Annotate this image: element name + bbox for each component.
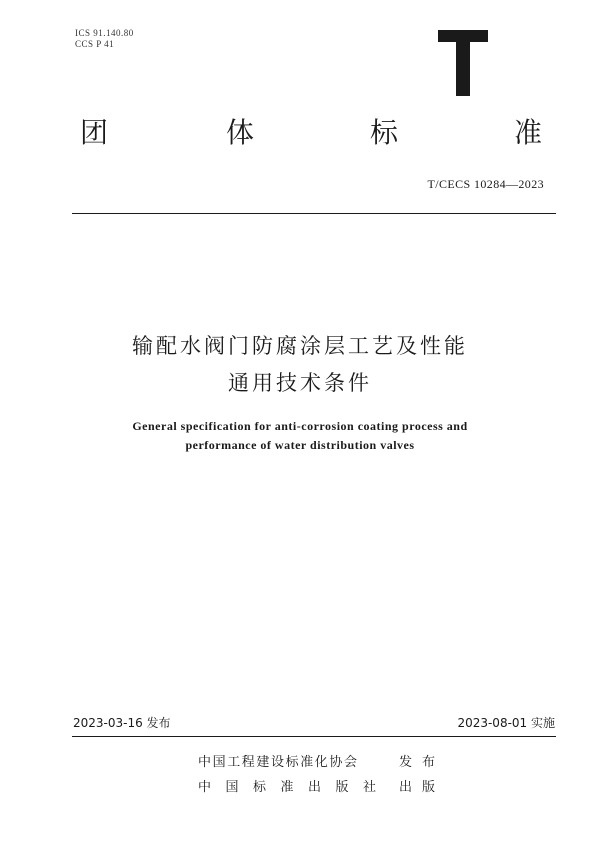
standard-type-char-1: 团: [80, 116, 109, 149]
title-cn-line-2: 通用技术条件: [228, 371, 372, 395]
standard-type-char-3: 标: [370, 116, 399, 149]
title-en-line-1: General specification for anti-corrosion coating process and: [132, 419, 468, 433]
title-en-line-2: performance of water distribution valves: [185, 438, 415, 452]
standard-type-char-2: 体: [226, 116, 255, 149]
standard-number: T/CECS 10284—2023: [427, 177, 544, 191]
standard-logo-t: [438, 30, 488, 96]
publisher-action: 出版: [399, 780, 446, 795]
standard-type-char-4: 准: [514, 116, 543, 149]
ics-code: ICS 91.140.80: [75, 28, 134, 38]
top-divider: [72, 213, 556, 214]
ccs-code: CCS P 41: [75, 39, 115, 49]
issuer-action: 发布: [399, 755, 446, 770]
issue-date: 2023-03-16 发布: [73, 716, 171, 730]
bottom-divider: [72, 736, 556, 737]
publisher-name: 中国标准出版社: [198, 780, 391, 795]
issuer-name: 中国工程建设标准化协会: [198, 755, 359, 770]
title-cn-line-1: 输配水阀门防腐涂层工艺及性能: [132, 334, 468, 358]
implement-date: 2023-08-01 实施: [457, 716, 555, 730]
classification-codes: [75, 28, 134, 50]
